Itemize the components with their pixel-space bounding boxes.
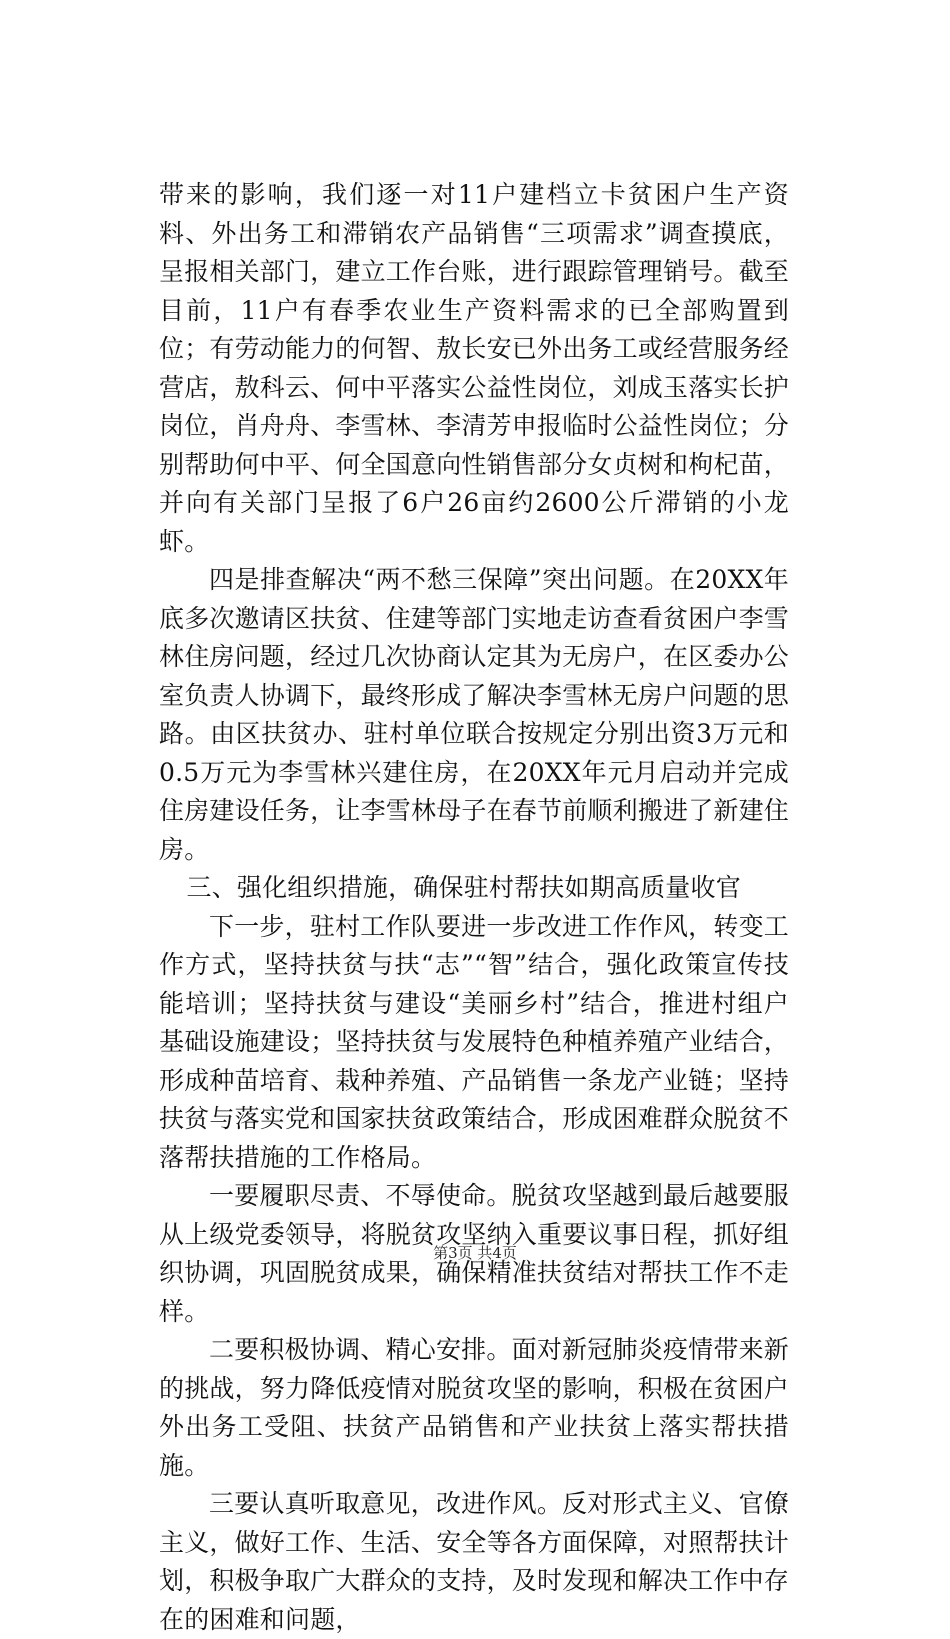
section-heading-three: 三、强化组织措施，确保驻村帮扶如期高质量收官 — [186, 873, 741, 902]
paragraph-next-steps: 下一步，驻村工作队要进一步改进工作作风，转变工作方式，坚持扶贫与扶“志”“智”结合，强化政策宣传技能培训；坚持扶贫与建设“美丽乡村”结合，推进村组户基础设施建设；坚持扶贫与发展特色种植养殖产业结合，形成种苗培育、栽种养殖、产品销售一条龙产业链；坚持扶贫与落实党和国家扶贫政策结合，形成困难群众脱贫不落帮扶措施的工作格局。 — [159, 911, 790, 1172]
paragraph-item-four: 四是排查解决“两不愁三保障”突出问题。在20XX年底多次邀请区扶贫、住建等部门实地走访查看贫困户李雪林住房问题，经过几次协商认定其为无房户，在区委办公室负责人协调下，最终形成了解决李雪林无房户问题的思路。由区扶贫办、驻村单位联合按规定分别出资3万元和0.5万元为李雪林兴建住房，在20XX年元月启动并完成住房建设任务，让李雪林母子在春节前顺利搬进了新建住房。 — [159, 565, 790, 864]
paragraph-point-two: 二要积极协调、精心安排。面对新冠肺炎疫情带来新的挑战，努力降低疫情对脱贫攻坚的影响，积极在贫困户外出务工受阻、扶贫产品销售和产业扶贫上落实帮扶措施。 — [159, 1335, 790, 1480]
paragraph-point-three: 三要认真听取意见，改进作风。反对形式主义、官僚主义，做好工作、生活、安全等各方面保障，对照帮扶计划，积极争取广大群众的支持，及时发现和解决工作中存在的困难和问题， — [159, 1489, 790, 1634]
document-body — [159, 176, 789, 1639]
page-number-footer: 第3页 共4页 — [433, 1244, 517, 1262]
paragraph-point-one: 一要履职尽责、不辱使命。脱贫攻坚越到最后越要服从上级党委领导，将脱贫攻坚纳入重要议事日程，抓好组织协调，巩固脱贫成果，确保精准扶贫结对帮扶工作不走样。 — [159, 1181, 790, 1326]
paragraph-continued: 带来的影响，我们逐一对11户建档立卡贫困户生产资料、外出务工和滞销农产品销售“三项需求”调查摸底，呈报相关部门，建立工作台账，进行跟踪管理销号。截至目前，11户有春季农业生产资料需求的已全部购置到位；有劳动能力的何智、敖长安已外出务工或经营服务经营店，敖科云、何中平落实公益性岗位，刘成玉落实长护岗位，肖舟舟、李雪林、李清芳申报临时公益性岗位；分别帮助何中平、何全国意向性销售部分女贞树和枸杞苗，并向有关部门呈报了6户26亩约2600公斤滞销的小龙虾。 — [159, 180, 790, 556]
